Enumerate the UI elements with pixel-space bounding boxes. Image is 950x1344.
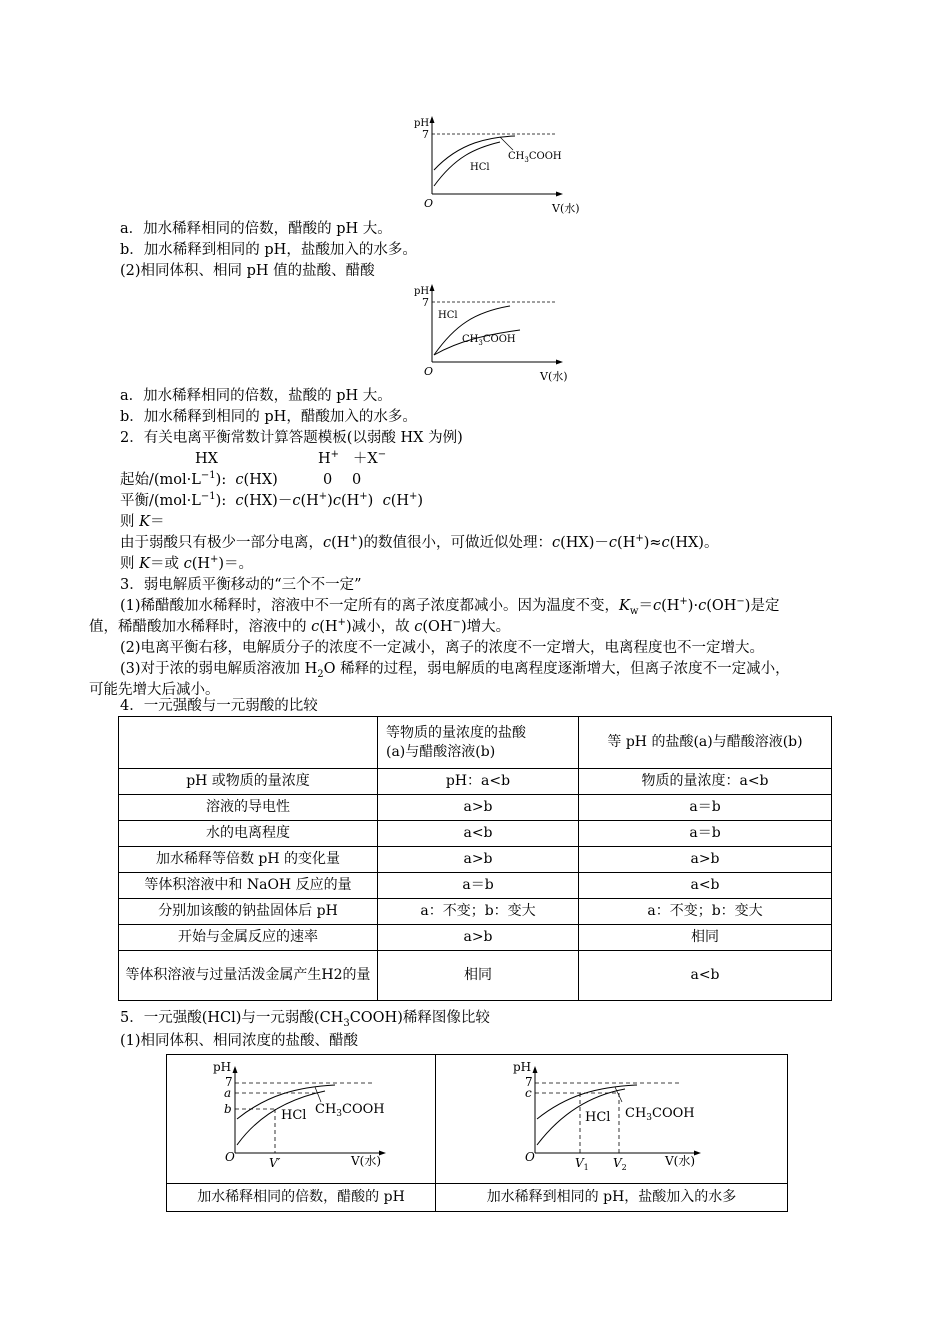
graph2-origin: O: [525, 1150, 535, 1164]
eq-start-zero2: 0: [352, 472, 362, 488]
table-cell: a＝b: [579, 821, 832, 847]
graph1-hcl: HCl: [281, 1108, 307, 1123]
table-cell: 水的电离程度: [119, 821, 378, 847]
fig1-xlabel: V(水): [552, 202, 580, 215]
fig1-ylabel: pH: [414, 118, 430, 129]
para-3-3-b: 可能先增大后减小。: [89, 682, 220, 698]
eq-start-row: 起始$/(mol\cdot L^{-1})$: c(HX): [120, 470, 278, 488]
line-2-same-ph: (2)相同体积、相同 pH 值的盐酸、醋酸: [120, 263, 375, 279]
table-divider: [167, 1183, 787, 1184]
table-row: [119, 873, 832, 899]
graph1-vprime: V′: [269, 1156, 281, 1170]
table-cell: 物质的量浓度：a<b: [579, 769, 832, 795]
para-3-3-a: (3)对于浓的弱电解质溶液加 $H_2O$ 稀释的过程，弱电解质的电离程度逐渐增大，但离子浓度不一定减小，: [120, 661, 790, 680]
table-header-cell: 等物质的量浓度的盐酸(a)与醋酸溶液(b): [378, 717, 579, 769]
fig2-xlabel: V(水): [540, 370, 568, 383]
table-row: [119, 821, 832, 847]
fig2-hcl: HCl: [438, 310, 458, 321]
table-cell: a>b: [579, 847, 832, 873]
graph1-seven: 7: [225, 1075, 233, 1089]
graph1-origin: O: [225, 1150, 235, 1164]
table-cell: a＝b: [378, 873, 579, 899]
eq-equilibrium-row: 平衡$/(mol\cdot L^{-1})$: c(HX)－c(H+)c(H+) c(H+): [120, 491, 424, 509]
graph1-b: b: [224, 1102, 232, 1116]
table-row: [119, 925, 832, 951]
graph2-hcl: HCl: [585, 1110, 611, 1125]
figure-dilution-same-ph: [400, 280, 590, 390]
table-row: [119, 795, 832, 821]
fig1-hcl: HCl: [470, 162, 490, 173]
table-cell: 等体积溶液与过量活泼金属产生H2的量: [119, 951, 378, 1001]
section-5-1: (1)相同体积、相同浓度的盐酸、醋酸: [120, 1033, 359, 1049]
graph1-ph: pH: [213, 1060, 232, 1074]
table-header-row: [119, 717, 832, 769]
caption-right: 加水稀释到相同的 pH，盐酸加入的水多: [486, 1189, 737, 1205]
table-cell: a>b: [378, 795, 579, 821]
para-3-2: (2)电离平衡右移，电解质分子的浓度不一定减小，离子的浓度不一定增大，电离程度也不一定增大。: [120, 640, 765, 656]
table-header-cell: [119, 717, 378, 769]
graph2-ph: pH: [513, 1060, 532, 1074]
table-cell: 分别加该酸的钠盐固体后 pH: [119, 899, 378, 925]
section-4-title: 4．一元强酸与一元弱酸的比较: [120, 698, 318, 714]
table-cell: a：不变；b：变大: [579, 899, 832, 925]
graph-same-dilution: [207, 1057, 427, 1181]
eq-start-zero1: 0: [323, 472, 333, 488]
comparison-table: [118, 716, 832, 1001]
graph2-vw: V(水): [665, 1154, 696, 1168]
fig2-ylabel: pH: [414, 286, 430, 297]
fig2-seven: 7: [422, 296, 429, 309]
graph1-vw: V(水): [351, 1154, 382, 1168]
table-cell: pH：a<b: [378, 769, 579, 795]
table-cell: a＝b: [579, 795, 832, 821]
line-a1: a．加水稀释相同的倍数，醋酸的 pH 大。: [120, 221, 392, 237]
table-cell: a>b: [378, 847, 579, 873]
table-header-cell: 等 pH 的盐酸(a)与醋酸溶液(b): [579, 717, 832, 769]
then-k: 则 K＝: [120, 514, 165, 530]
graph-same-ph: [507, 1057, 747, 1181]
table-cell: a<b: [378, 821, 579, 847]
fig2-origin: O: [424, 365, 434, 378]
table-cell: a>b: [378, 925, 579, 951]
table-row: [119, 769, 832, 795]
eq-products: H+ ＋X−: [318, 449, 387, 467]
caption-left: 加水稀释相同的倍数，醋酸的 pH: [197, 1189, 405, 1205]
graph2-acetic: $CH_3COOH$: [625, 1106, 695, 1123]
graph2-v1: $V_1$: [575, 1156, 589, 1172]
fig1-acetic: $CH_3COOH$: [508, 151, 562, 164]
table-cell: 溶液的导电性: [119, 795, 378, 821]
dilution-graph-table: [166, 1054, 788, 1212]
table-row: [119, 951, 832, 1001]
line-b2: b．加水稀释到相同的 pH，醋酸加入的水多。: [120, 409, 417, 425]
graph2-seven: 7: [525, 1075, 533, 1089]
table-cell: a：不变；b：变大: [378, 899, 579, 925]
graph2-c: c: [525, 1086, 532, 1100]
figure-dilution-same-concentration: [400, 112, 590, 222]
para-3-1-a: (1)稀醋酸加水稀释时，溶液中不一定所有的离子浓度都减小。因为温度不变，$K_w=c(H^+)\cdot c(OH^-)$是定: [120, 596, 780, 617]
approx-line: 由于弱酸只有极少一部分电离，c(H+)的数值很小，可做近似处理：c(HX)－c(H+)≈c(HX)。: [120, 533, 719, 551]
line-a2: a．加水稀释相同的倍数，盐酸的 pH 大。: [120, 388, 392, 404]
table-row: [119, 899, 832, 925]
table-cell: 加水稀释等倍数 pH 的变化量: [119, 847, 378, 873]
table-cell: a<b: [579, 951, 832, 1001]
fig1-origin: O: [424, 197, 434, 210]
table-cell: 等体积溶液中和 NaOH 反应的量: [119, 873, 378, 899]
fig2-acetic: $CH_3COOH$: [462, 334, 516, 347]
table-cell: 相同: [378, 951, 579, 1001]
table-cell: 相同: [579, 925, 832, 951]
eq-hx: HX: [195, 451, 218, 467]
table-cell: pH 或物质的量浓度: [119, 769, 378, 795]
fig1-seven: 7: [422, 128, 429, 141]
section-2-title: 2．有关电离平衡常数计算答题模板(以弱酸 HX 为例): [120, 430, 463, 446]
table-row: [119, 847, 832, 873]
graph1-acetic: $CH_3COOH$: [315, 1102, 385, 1119]
table-cell: a<b: [579, 873, 832, 899]
line-b1: b．加水稀释到相同的 pH，盐酸加入的水多。: [120, 242, 417, 258]
section-3-title: 3．弱电解质平衡移动的“三个不一定”: [120, 577, 362, 593]
graph2-v2: $V_2$: [613, 1156, 627, 1172]
graph1-a: a: [224, 1086, 232, 1100]
then-k2: 则 K＝或 c(H+)＝。: [120, 554, 254, 572]
table-cell: 开始与金属反应的速率: [119, 925, 378, 951]
para-3-1-b: 值，稀醋酸加水稀释时，溶液中的 c(H+)减小，故 c(OH−)增大。: [89, 617, 511, 635]
section-5-title: 5．一元强酸(HCl)与一元弱酸$(CH_3COOH)$稀释图像比较: [120, 1010, 490, 1029]
